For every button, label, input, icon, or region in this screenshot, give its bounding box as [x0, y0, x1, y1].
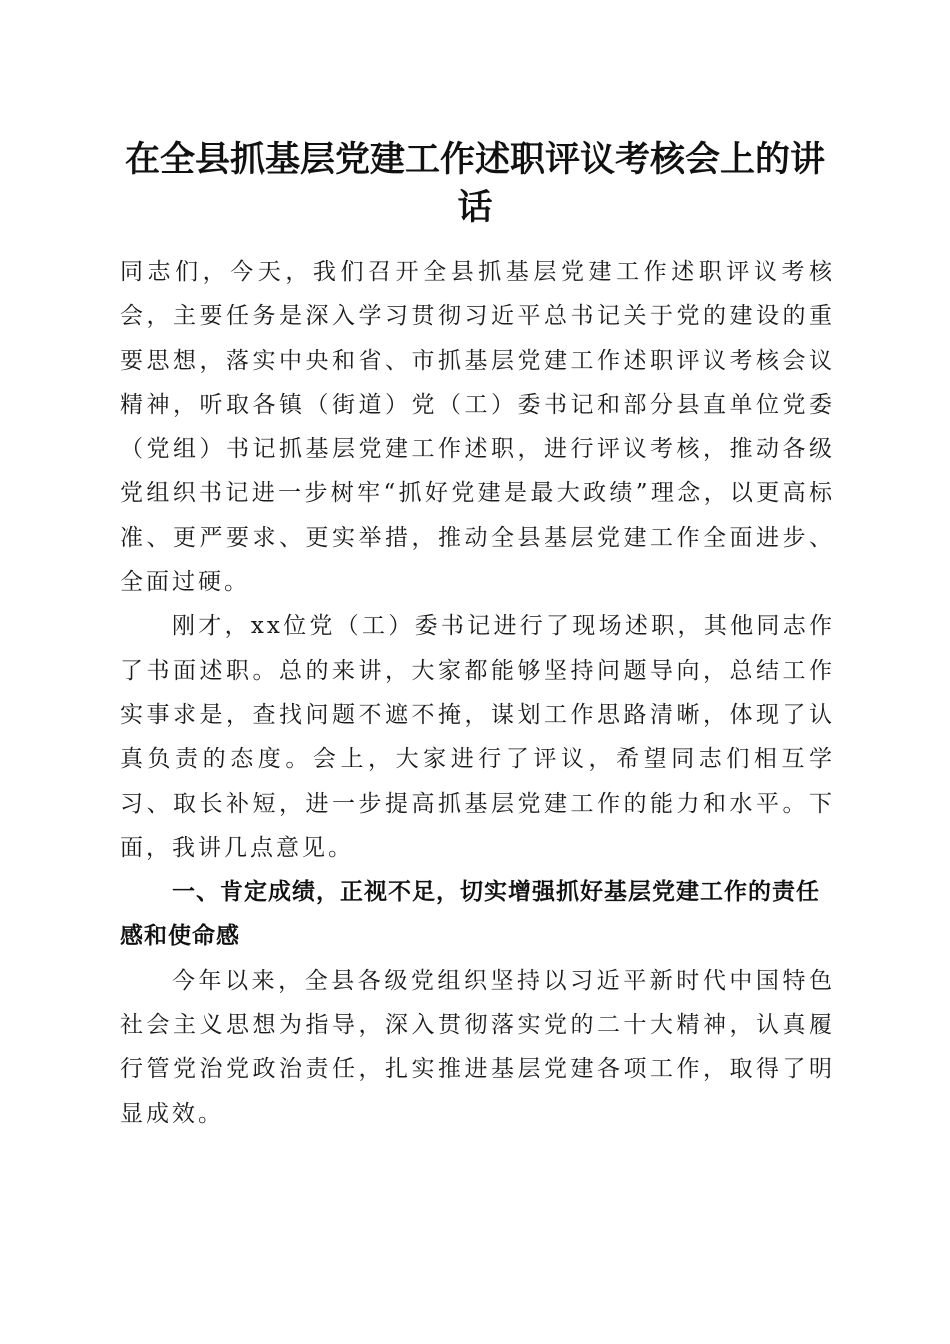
- section-heading: 一、肯定成绩，正视不足，切实增强抓好基层党建工作的责任感和使命感: [120, 879, 820, 950]
- paragraph-opening: 同志们，今天，我们召开全县抓基层党建工作述职评议考核会，主要任务是深入学习贯彻习近平总书记关于党的建设的重要思想，落实中央和省、市抓基层党建工作述职评议考核会议精神，听取各镇（街道）党（工）委书记和部分县直单位党委（党组）书记抓基层党建工作述职，进行评议考核，推动各级党组织书记进一步树牢“抓好党建是最大政绩”理念，以更高标准、更严要求、更实举措，推动全县基层党建工作全面进步、全面过硬。: [120, 259, 835, 596]
- section-paragraph: 今年以来，全县各级党组织坚持以习近平新时代中国特色社会主义思想为指导，深入贯彻落实党的二十大精神，认真履行管党治党政治责任，扎实推进基层党建各项工作，取得了明显成效。: [120, 967, 835, 1127]
- paragraph-review: 刚才，xx位党（工）委书记进行了现场述职，其他同志作了书面述职。总的来讲，大家都能够坚持问题导向，总结工作实事求是，查找问题不遮不掩，谋划工作思路清晰，体现了认真负责的态度。会上，大家进行了评议，希望同志们相互学习、取长补短，进一步提高抓基层党建工作的能力和水平。下面，我讲几点意见。: [120, 613, 835, 861]
- document-body: [120, 250, 835, 1136]
- document-title: 在全县抓基层党建工作述职评议考核会上的讲话: [124, 139, 825, 228]
